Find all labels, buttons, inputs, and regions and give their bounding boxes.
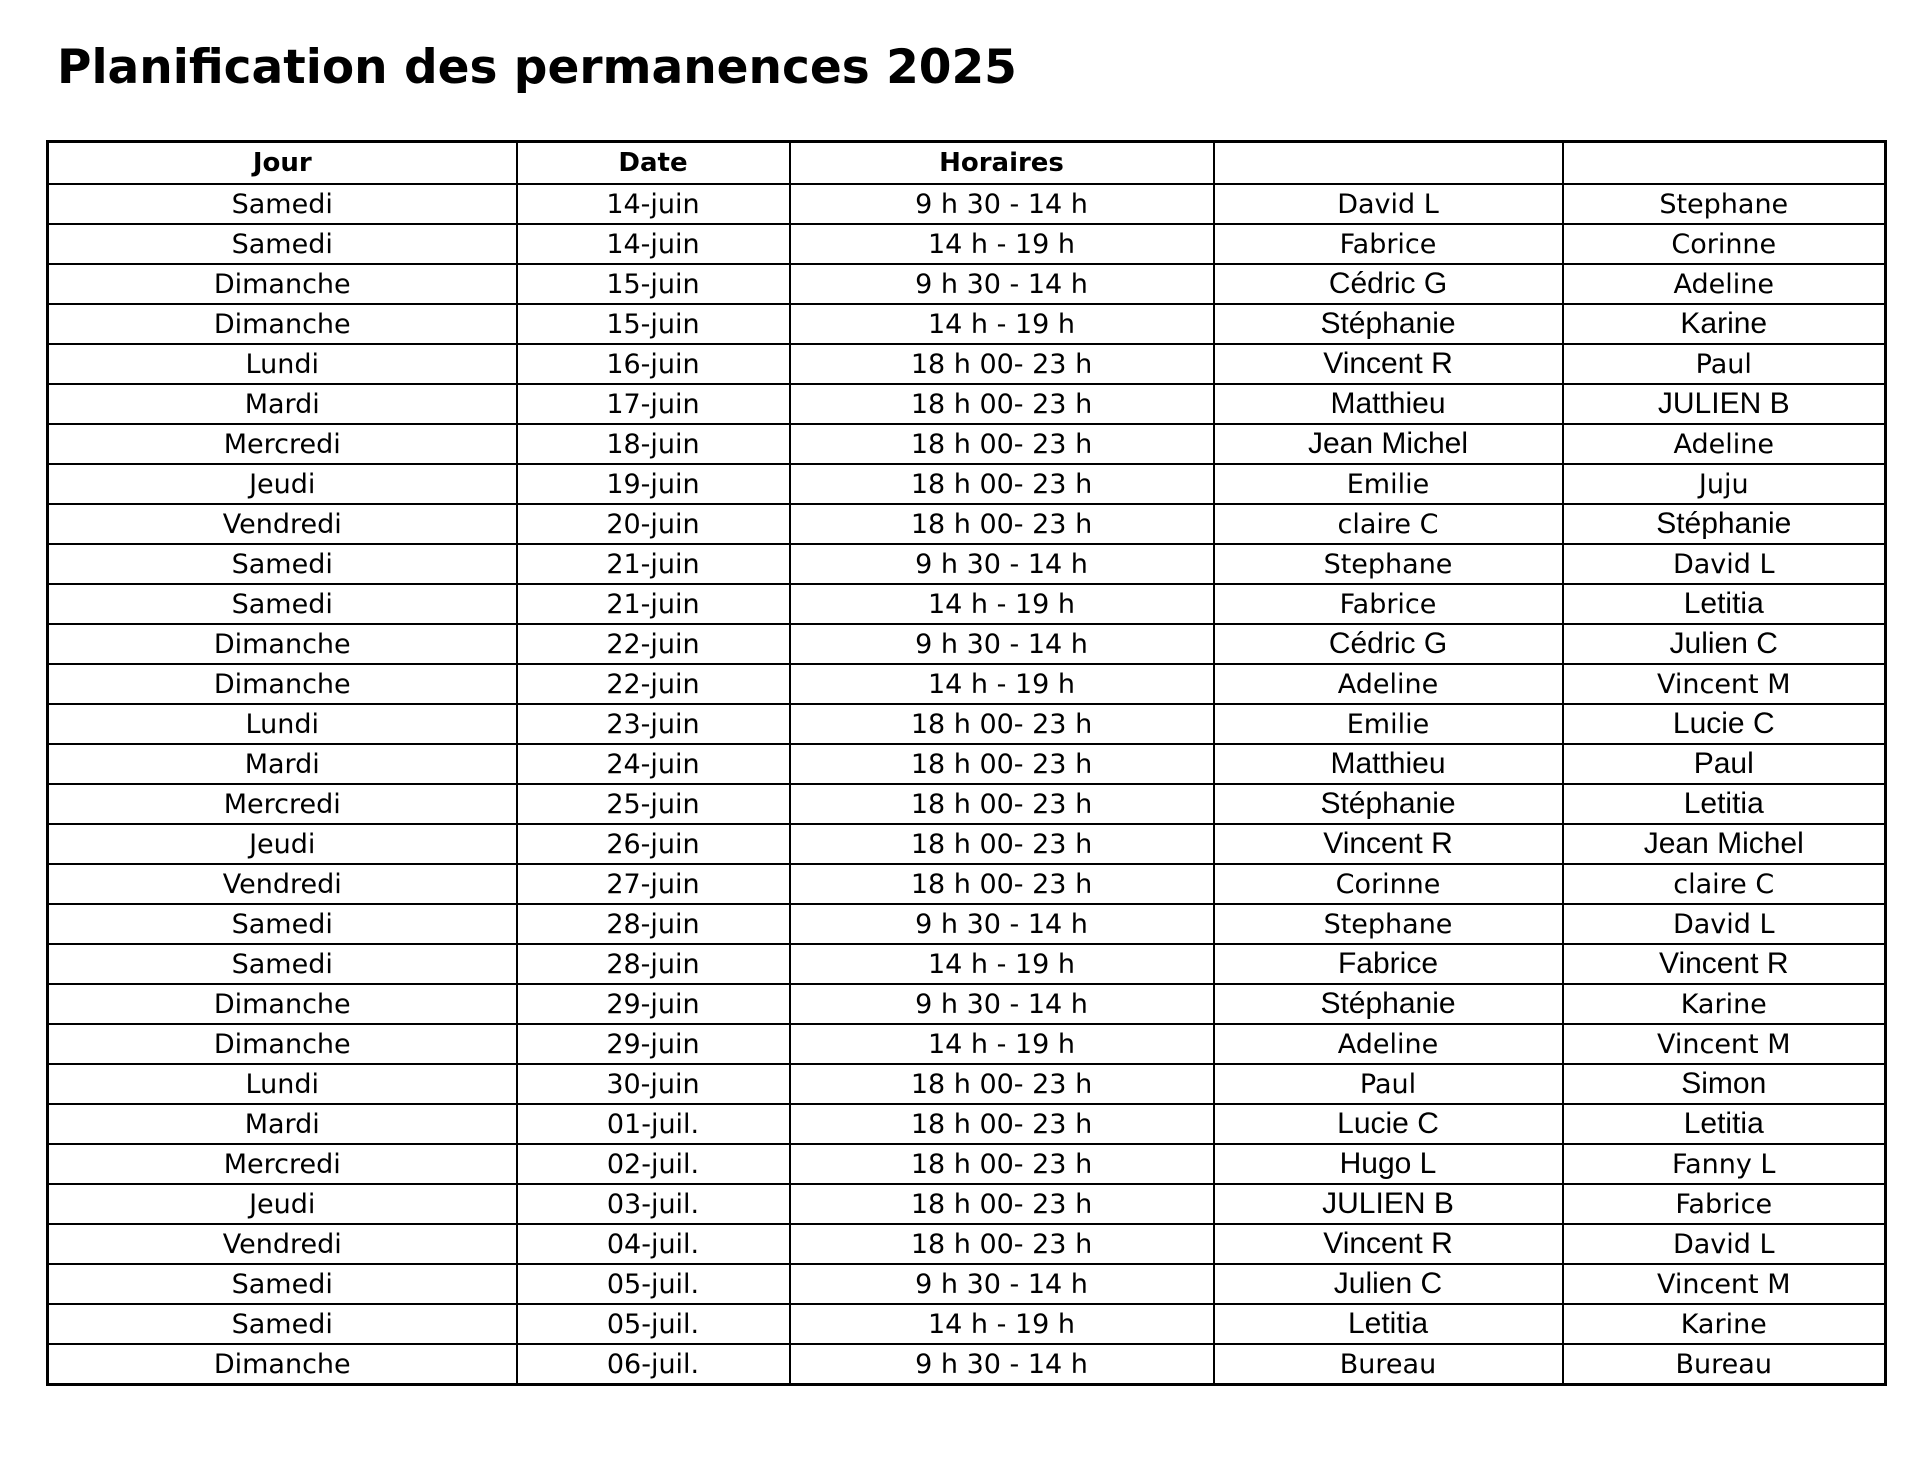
- cell-date: 15-juin: [517, 264, 790, 304]
- cell-horaires: 18 h 00- 23 h: [790, 784, 1214, 824]
- cell-date: 06-juil.: [517, 1344, 790, 1385]
- cell-horaires: 18 h 00- 23 h: [790, 704, 1214, 744]
- cell-horaires: 18 h 00- 23 h: [790, 1144, 1214, 1184]
- cell-person-2: Adeline: [1563, 424, 1886, 464]
- schedule-body: [48, 184, 1886, 1385]
- cell-date: 15-juin: [517, 304, 790, 344]
- cell-person-2: Bureau: [1563, 1344, 1886, 1385]
- cell-person-1: Vincent R: [1214, 824, 1563, 864]
- cell-jour: Mercredi: [48, 1144, 517, 1184]
- table-row: [48, 1144, 1886, 1184]
- cell-jour: Dimanche: [48, 264, 517, 304]
- cell-date: 05-juil.: [517, 1304, 790, 1344]
- cell-person-2: Paul: [1563, 744, 1886, 784]
- cell-person-1: Emilie: [1214, 704, 1563, 744]
- cell-person-2: Vincent M: [1563, 1024, 1886, 1064]
- cell-date: 14-juin: [517, 184, 790, 224]
- cell-jour: Dimanche: [48, 664, 517, 704]
- table-row: [48, 624, 1886, 664]
- cell-date: 21-juin: [517, 584, 790, 624]
- table-row: [48, 344, 1886, 384]
- cell-person-2: Jean Michel: [1563, 824, 1886, 864]
- cell-person-1: Vincent R: [1214, 344, 1563, 384]
- cell-person-2: David L: [1563, 544, 1886, 584]
- table-header-row: [48, 142, 1886, 185]
- cell-jour: Mercredi: [48, 424, 517, 464]
- cell-person-2: Juju: [1563, 464, 1886, 504]
- cell-person-1: Stéphanie: [1214, 984, 1563, 1024]
- cell-jour: Jeudi: [48, 824, 517, 864]
- cell-person-1: Bureau: [1214, 1344, 1563, 1385]
- cell-date: 14-juin: [517, 224, 790, 264]
- table-row: [48, 1024, 1886, 1064]
- cell-person-2: Letitia: [1563, 1104, 1886, 1144]
- cell-horaires: 9 h 30 - 14 h: [790, 624, 1214, 664]
- cell-person-2: Karine: [1563, 304, 1886, 344]
- cell-date: 16-juin: [517, 344, 790, 384]
- table-row: [48, 944, 1886, 984]
- cell-person-2: Adeline: [1563, 264, 1886, 304]
- table-row: [48, 904, 1886, 944]
- cell-person-1: Stephane: [1214, 544, 1563, 584]
- cell-jour: Jeudi: [48, 464, 517, 504]
- cell-horaires: 14 h - 19 h: [790, 944, 1214, 984]
- cell-person-1: Fabrice: [1214, 224, 1563, 264]
- cell-date: 04-juil.: [517, 1224, 790, 1264]
- cell-horaires: 9 h 30 - 14 h: [790, 1264, 1214, 1304]
- cell-horaires: 14 h - 19 h: [790, 584, 1214, 624]
- cell-person-1: Adeline: [1214, 664, 1563, 704]
- cell-jour: Mercredi: [48, 784, 517, 824]
- cell-jour: Samedi: [48, 224, 517, 264]
- table-row: [48, 384, 1886, 424]
- cell-person-1: Fabrice: [1214, 944, 1563, 984]
- cell-person-1: Fabrice: [1214, 584, 1563, 624]
- cell-date: 03-juil.: [517, 1184, 790, 1224]
- cell-horaires: 9 h 30 - 14 h: [790, 264, 1214, 304]
- cell-jour: Lundi: [48, 1064, 517, 1104]
- cell-horaires: 18 h 00- 23 h: [790, 1224, 1214, 1264]
- cell-horaires: 18 h 00- 23 h: [790, 864, 1214, 904]
- cell-person-1: David L: [1214, 184, 1563, 224]
- table-row: [48, 784, 1886, 824]
- cell-person-1: Stephane: [1214, 904, 1563, 944]
- table-row: [48, 824, 1886, 864]
- cell-person-2: Lucie C: [1563, 704, 1886, 744]
- cell-person-1: Cédric G: [1214, 264, 1563, 304]
- header-date: Date: [517, 142, 790, 185]
- cell-person-2: Stéphanie: [1563, 504, 1886, 544]
- cell-date: 24-juin: [517, 744, 790, 784]
- cell-person-1: Cédric G: [1214, 624, 1563, 664]
- table-row: [48, 304, 1886, 344]
- table-row: [48, 1104, 1886, 1144]
- cell-horaires: 18 h 00- 23 h: [790, 744, 1214, 784]
- cell-person-2: Letitia: [1563, 784, 1886, 824]
- cell-jour: Dimanche: [48, 984, 517, 1024]
- cell-jour: Mardi: [48, 744, 517, 784]
- cell-date: 21-juin: [517, 544, 790, 584]
- cell-person-1: Letitia: [1214, 1304, 1563, 1344]
- table-row: [48, 664, 1886, 704]
- table-row: [48, 1304, 1886, 1344]
- cell-person-1: Julien C: [1214, 1264, 1563, 1304]
- table-row: [48, 424, 1886, 464]
- cell-jour: Samedi: [48, 184, 517, 224]
- cell-horaires: 18 h 00- 23 h: [790, 504, 1214, 544]
- table-row: [48, 744, 1886, 784]
- cell-person-1: Hugo L: [1214, 1144, 1563, 1184]
- table-row: [48, 464, 1886, 504]
- cell-horaires: 14 h - 19 h: [790, 664, 1214, 704]
- table-row: [48, 264, 1886, 304]
- cell-horaires: 14 h - 19 h: [790, 1304, 1214, 1344]
- cell-horaires: 18 h 00- 23 h: [790, 424, 1214, 464]
- table-row: [48, 224, 1886, 264]
- header-jour: Jour: [48, 142, 517, 185]
- cell-horaires: 9 h 30 - 14 h: [790, 184, 1214, 224]
- cell-jour: Samedi: [48, 944, 517, 984]
- cell-jour: Jeudi: [48, 1184, 517, 1224]
- cell-person-2: JULIEN B: [1563, 384, 1886, 424]
- table-row: [48, 1064, 1886, 1104]
- cell-jour: Samedi: [48, 1264, 517, 1304]
- cell-jour: Samedi: [48, 544, 517, 584]
- cell-horaires: 9 h 30 - 14 h: [790, 904, 1214, 944]
- cell-jour: Lundi: [48, 344, 517, 384]
- cell-person-2: David L: [1563, 904, 1886, 944]
- cell-date: 30-juin: [517, 1064, 790, 1104]
- cell-person-1: Vincent R: [1214, 1224, 1563, 1264]
- cell-horaires: 18 h 00- 23 h: [790, 1064, 1214, 1104]
- header-horaires: Horaires: [790, 142, 1214, 185]
- cell-person-1: Matthieu: [1214, 384, 1563, 424]
- cell-person-1: Matthieu: [1214, 744, 1563, 784]
- cell-date: 22-juin: [517, 624, 790, 664]
- table-row: [48, 1224, 1886, 1264]
- cell-horaires: 14 h - 19 h: [790, 304, 1214, 344]
- cell-date: 25-juin: [517, 784, 790, 824]
- cell-date: 26-juin: [517, 824, 790, 864]
- cell-person-2: Vincent M: [1563, 664, 1886, 704]
- cell-date: 29-juin: [517, 1024, 790, 1064]
- cell-date: 29-juin: [517, 984, 790, 1024]
- cell-jour: Vendredi: [48, 1224, 517, 1264]
- cell-person-2: Simon: [1563, 1064, 1886, 1104]
- cell-horaires: 14 h - 19 h: [790, 1024, 1214, 1064]
- cell-person-1: Paul: [1214, 1064, 1563, 1104]
- cell-horaires: 18 h 00- 23 h: [790, 1104, 1214, 1144]
- header-person-2: [1563, 142, 1886, 185]
- cell-jour: Vendredi: [48, 504, 517, 544]
- cell-person-2: Vincent M: [1563, 1264, 1886, 1304]
- cell-horaires: 18 h 00- 23 h: [790, 384, 1214, 424]
- cell-person-2: Stephane: [1563, 184, 1886, 224]
- cell-date: 17-juin: [517, 384, 790, 424]
- cell-person-2: Fabrice: [1563, 1184, 1886, 1224]
- cell-person-2: David L: [1563, 1224, 1886, 1264]
- cell-jour: Dimanche: [48, 1344, 517, 1385]
- table-row: [48, 864, 1886, 904]
- cell-horaires: 14 h - 19 h: [790, 224, 1214, 264]
- cell-horaires: 9 h 30 - 14 h: [790, 984, 1214, 1024]
- table-row: [48, 544, 1886, 584]
- cell-horaires: 18 h 00- 23 h: [790, 824, 1214, 864]
- cell-person-2: Fanny L: [1563, 1144, 1886, 1184]
- cell-jour: Mardi: [48, 384, 517, 424]
- cell-person-2: claire C: [1563, 864, 1886, 904]
- cell-date: 05-juil.: [517, 1264, 790, 1304]
- cell-person-1: Emilie: [1214, 464, 1563, 504]
- cell-jour: Vendredi: [48, 864, 517, 904]
- cell-person-2: Paul: [1563, 344, 1886, 384]
- table-row: [48, 1184, 1886, 1224]
- cell-jour: Samedi: [48, 1304, 517, 1344]
- cell-jour: Samedi: [48, 904, 517, 944]
- table-row: [48, 984, 1886, 1024]
- schedule-table: [46, 140, 1887, 1386]
- cell-person-2: Julien C: [1563, 624, 1886, 664]
- cell-person-2: Karine: [1563, 984, 1886, 1024]
- cell-person-1: Lucie C: [1214, 1104, 1563, 1144]
- cell-jour: Dimanche: [48, 624, 517, 664]
- cell-jour: Mardi: [48, 1104, 517, 1144]
- cell-person-1: Stéphanie: [1214, 304, 1563, 344]
- cell-person-1: Stéphanie: [1214, 784, 1563, 824]
- cell-person-1: JULIEN B: [1214, 1184, 1563, 1224]
- table-row: [48, 584, 1886, 624]
- cell-jour: Samedi: [48, 584, 517, 624]
- table-row: [48, 1264, 1886, 1304]
- cell-person-2: Corinne: [1563, 224, 1886, 264]
- cell-horaires: 9 h 30 - 14 h: [790, 544, 1214, 584]
- cell-date: 18-juin: [517, 424, 790, 464]
- cell-horaires: 18 h 00- 23 h: [790, 464, 1214, 504]
- cell-jour: Dimanche: [48, 304, 517, 344]
- table-row: [48, 184, 1886, 224]
- cell-date: 22-juin: [517, 664, 790, 704]
- table-row: [48, 704, 1886, 744]
- cell-person-1: Jean Michel: [1214, 424, 1563, 464]
- cell-person-2: Vincent R: [1563, 944, 1886, 984]
- cell-horaires: 9 h 30 - 14 h: [790, 1344, 1214, 1385]
- table-row: [48, 1344, 1886, 1385]
- cell-date: 27-juin: [517, 864, 790, 904]
- cell-person-2: Karine: [1563, 1304, 1886, 1344]
- cell-jour: Dimanche: [48, 1024, 517, 1064]
- cell-date: 28-juin: [517, 904, 790, 944]
- cell-jour: Lundi: [48, 704, 517, 744]
- cell-person-1: Adeline: [1214, 1024, 1563, 1064]
- cell-date: 28-juin: [517, 944, 790, 984]
- header-person-1: [1214, 142, 1563, 185]
- cell-person-2: Letitia: [1563, 584, 1886, 624]
- cell-date: 19-juin: [517, 464, 790, 504]
- page-title: Planification des permanences 2025: [57, 40, 1017, 95]
- cell-horaires: 18 h 00- 23 h: [790, 1184, 1214, 1224]
- table-row: [48, 504, 1886, 544]
- cell-horaires: 18 h 00- 23 h: [790, 344, 1214, 384]
- cell-person-1: Corinne: [1214, 864, 1563, 904]
- cell-date: 01-juil.: [517, 1104, 790, 1144]
- cell-date: 23-juin: [517, 704, 790, 744]
- cell-date: 20-juin: [517, 504, 790, 544]
- cell-person-1: claire C: [1214, 504, 1563, 544]
- cell-date: 02-juil.: [517, 1144, 790, 1184]
